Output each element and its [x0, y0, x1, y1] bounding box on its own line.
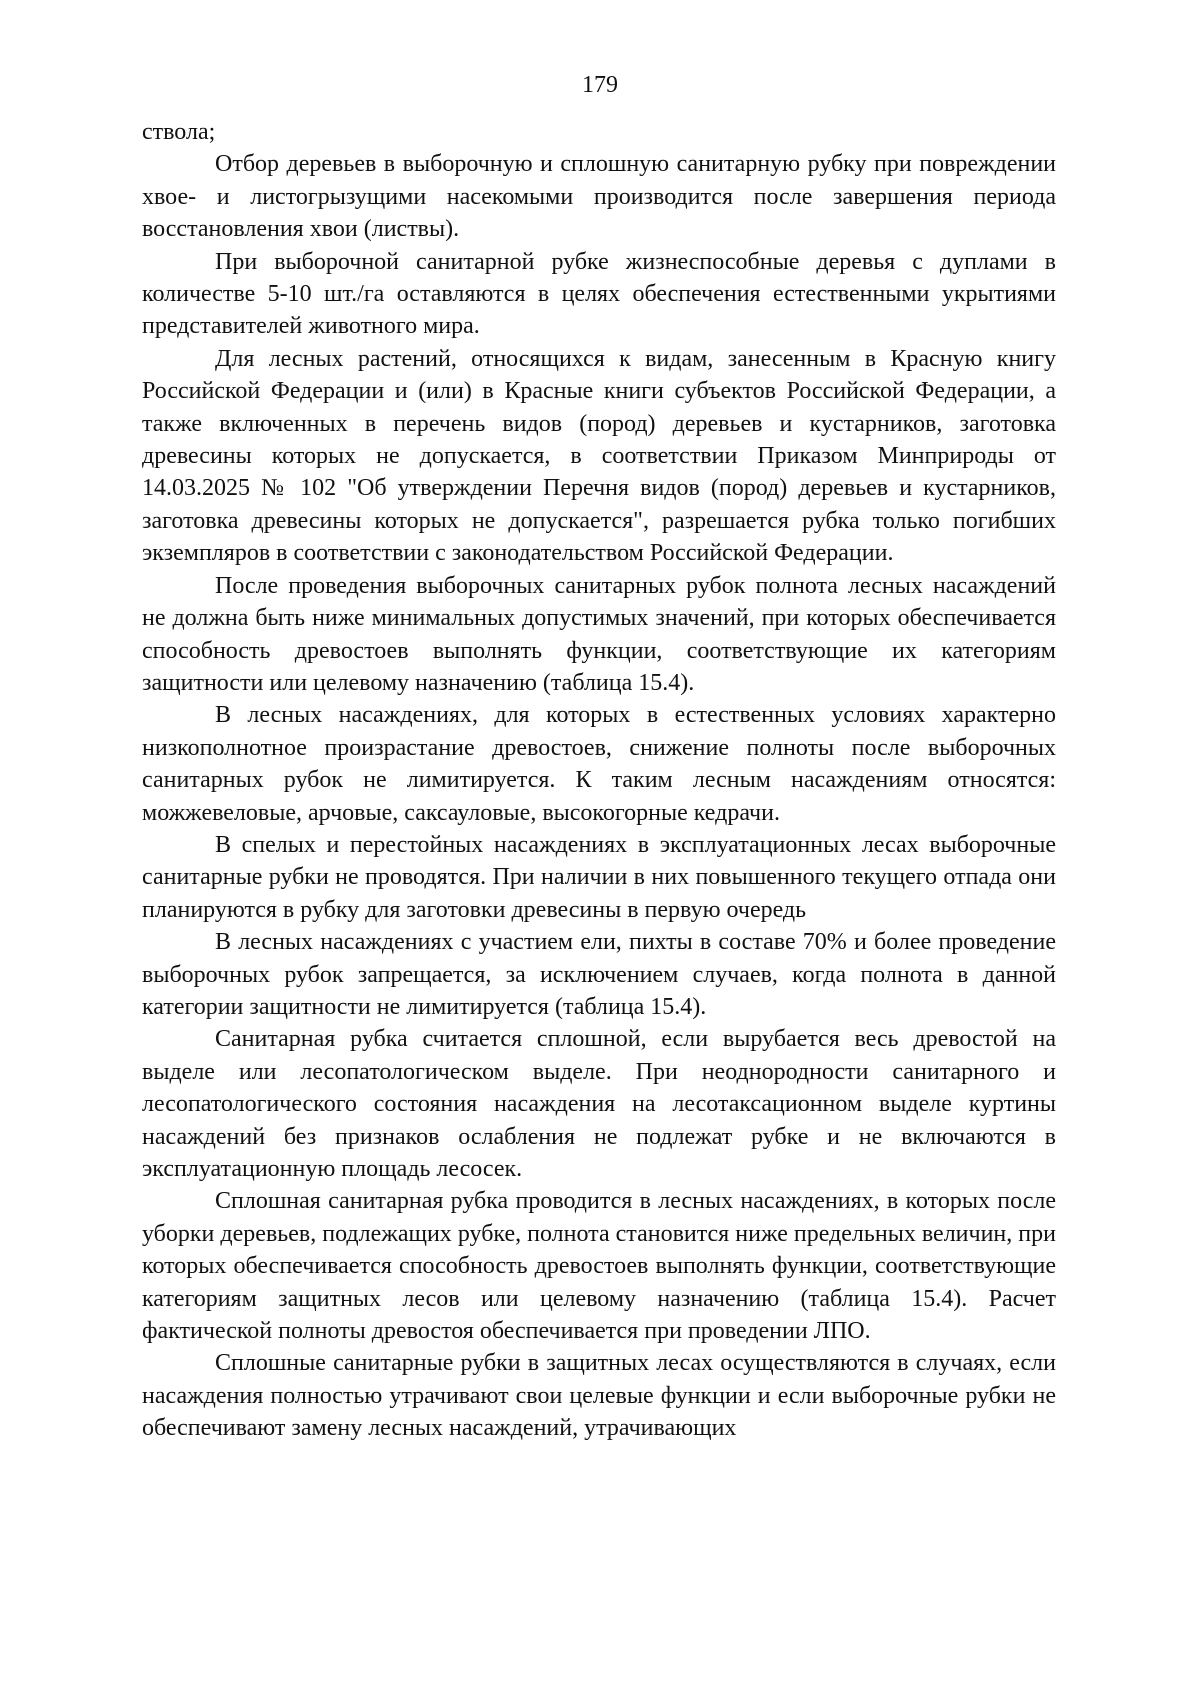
paragraph-9: Санитарная рубка считается сплошной, если вырубается весь древостой на выделе или лесопатологическом выделе. При неоднородности санитарного и лесопатологического состояния насаждения на лесотаксационном выделе куртины насаждений без признаков ослабления не подлежат рубке и не включаются в эксплуатационную площадь лесосек.	[142, 1026, 1056, 1182]
paragraph-7: В спелых и перестойных насаждениях в эксплуатационных лесах выборочные санитарные рубки не проводятся. При наличии в них повышенного текущего отпада они планируются в рубку для заготовки древесины в первую очередь	[142, 831, 1056, 923]
paragraph-1: ствола;	[142, 119, 216, 145]
paragraph-6: В лесных насаждениях, для которых в естественных условиях характерно низкополнотное произрастание древостоев, снижение полноты после выборочных санитарных рубок не лимитируется. К таким лесным насаждениям относятся: можжевеловые, арчовые, саксауловые, высокогорные кедрачи.	[142, 702, 1056, 826]
paragraph-11: Сплошные санитарные рубки в защитных лесах осуществляются в случаях, если насаждения полностью утрачивают свои целевые функции и если выборочные рубки не обеспечивают замену лесных насаждений, утрачивающих	[142, 1350, 1056, 1442]
page-number: 179	[582, 72, 618, 98]
paragraph-3: При выборочной санитарной рубке жизнеспособные деревья с дуплами в количестве 5-10 шт./га оставляются в целях обеспечения естественными укрытиями представителей животного мира.	[142, 248, 1056, 340]
paragraph-8: В лесных насаждениях с участием ели, пихты в составе 70% и более проведение выборочных рубок запрещается, за исключением случаев, когда полнота в данной категории защитности не лимитируется (таблица 15.4).	[142, 929, 1056, 1020]
paragraph-10: Сплошная санитарная рубка проводится в лесных насаждениях, в которых после уборки деревьев, подлежащих рубке, полнота становится ниже предельных величин, при которых обеспечивается способность древостоев выполнять функции, соответствующие категориям защитных лесов или целевому назначению (таблица 15.4). Расчет фактической полноты древостоя обеспечивается при проведении ЛПО.	[142, 1188, 1056, 1345]
body-text	[142, 116, 1056, 1445]
paragraph-5: После проведения выборочных санитарных рубок полнота лесных насаждений не должна быть ниже минимальных допустимых значений, при которых обеспечивается способность древостоев выполнять функции, соответствующие их категориям защитности или целевому назначению (таблица 15.4).	[142, 572, 1056, 696]
paragraph-2: Отбор деревьев в выборочную и сплошную санитарную рубку при повреждении хвое- и листогрызущими насекомыми производится после завершения периода восстановления хвои (листвы).	[142, 151, 1056, 243]
paragraph-4: Для лесных растений, относящихся к видам, занесенным в Красную книгу Российской Федерации и (или) в Красные книги субъектов Российской Федерации, а также включенных в перечень видов (пород) деревьев и кустарников, заготовка древесины которых не допускается, в соответствии Приказом Минприроды от 14.03.2025 № 102 "Об утверждении Перечня видов (пород) деревьев и кустарников, заготовка древесины которых не допускается", разрешается рубка только погибших экземпляров в соответствии с законодательством Российской Федерации.	[142, 345, 1056, 567]
